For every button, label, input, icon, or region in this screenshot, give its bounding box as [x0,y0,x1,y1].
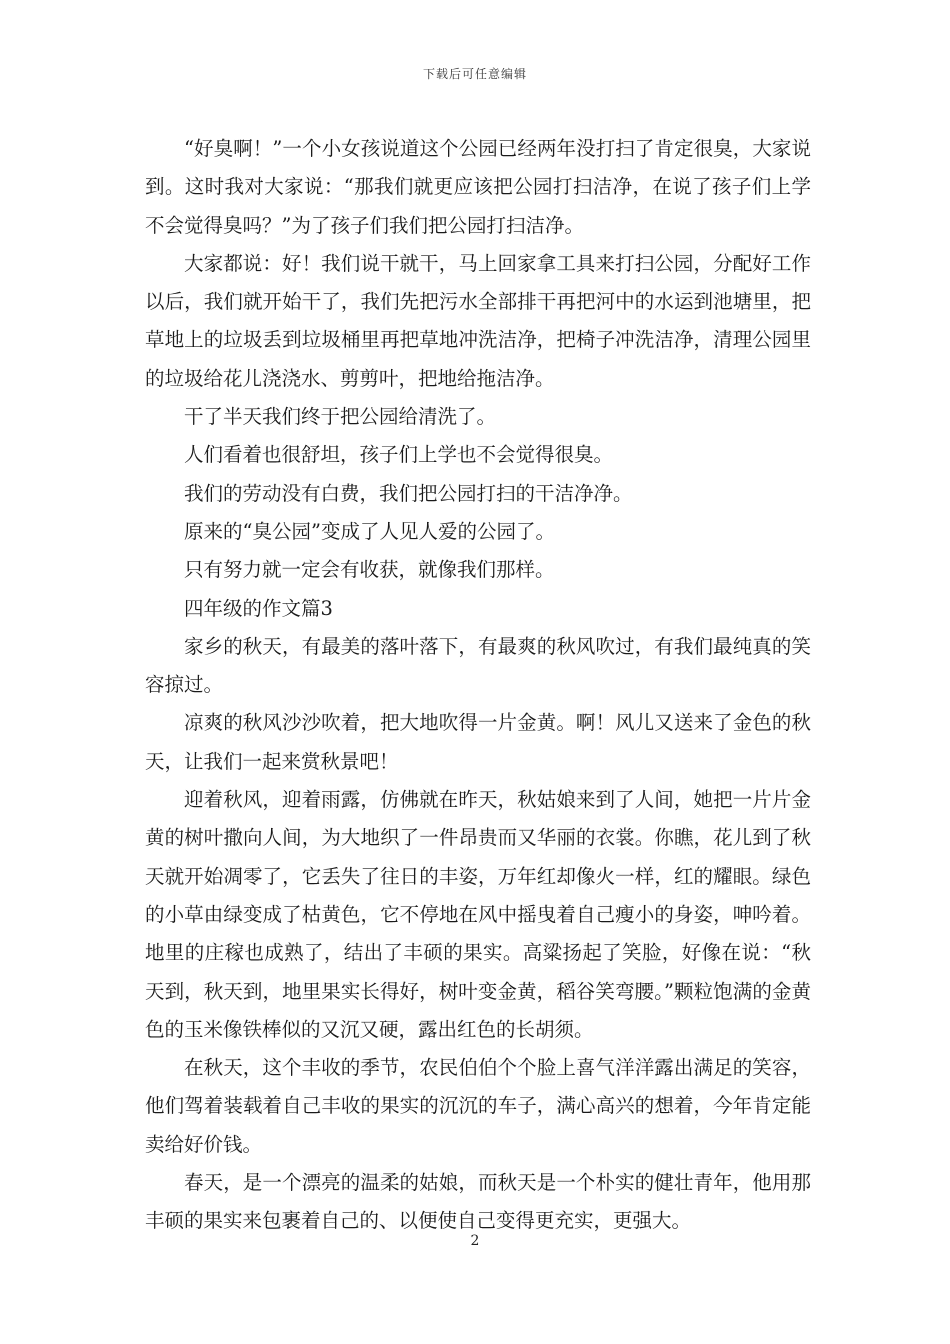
paragraph: 在秋天，这个丰收的季节，农民伯伯个个脸上喜气洋洋露出满足的笑容，他们驾着装载着自己丰收的果实的沉沉的车子，满心高兴的想着，今年肯定能卖给好价钱。 [145,1056,811,1156]
page-header: 下载后可任意编辑 [422,67,527,81]
paragraph: 凉爽的秋风沙沙吹着，把大地吹得一片金黄。啊！风儿又送来了金色的秋天，让我们一起来赏秋景吧！ [145,711,811,773]
paragraph: 家乡的秋天，有最美的落叶落下，有最爽的秋风吹过，有我们最纯真的笑容掠过。 [145,634,811,697]
paragraph: 我们的劳动没有白费，我们把公园打扫的干洁净净。 [184,481,633,505]
paragraph: 原来的“臭公园”变成了人见人爱的公园了。 [184,519,555,543]
paragraph: 只有努力就一定会有收获，就像我们那样。 [184,558,555,582]
paragraph: 迎着秋风，迎着雨露，仿佛就在昨天，秋姑娘来到了人间，她把一片片金黄的树叶撒向人间，为大地织了一件昂贵而又华丽的衣裳。你瞧，花儿到了秋天就开始凋零了，它丢失了往日的丰姿，万年红却像火一样，红的耀眼。绿色的小草由绿变成了枯黄色，它不停地在风中摇曳着自己瘦小的身姿，呻吟着。地里的庄稼也成熟了，结出了丰硕的果实。高粱扬起了笑脸，好像在说：“秋天到，秋天到，地里果实长得好，树叶变金黄，稻谷笑弯腰。”颗粒饱满的金黄色的玉米像铁棒似的又沉又硬，露出红色的长胡须。 [145,788,811,1041]
paragraph: 大家都说：好！我们说干就干，马上回家拿工具来打扫公园，分配好工作以后，我们就开始干了，我们先把污水全部排干再把河中的水运到池塘里，把草地上的垃圾丢到垃圾桶里再把草地冲洗洁净，把椅子冲洗洁净，清理公园里的垃圾给花儿浇浇水、剪剪叶，把地给拖洁净。 [145,251,811,390]
page-number: 2 [470,1233,480,1249]
paragraph: 春天，是一个漂亮的温柔的姑娘，而秋天是一个朴实的健壮青年，他用那丰硕的果实来包裹着自己的、以便使自己变得更充实，更强大。 [145,1171,811,1233]
article-body [145,130,811,1241]
paragraph: “好臭啊！”一个小女孩说道这个公园已经两年没打扫了肯定很臭，大家说到。这时我对大家说：“那我们就更应该把公园打扫洁净，在说了孩子们上学不会觉得臭吗？”为了孩子们我们把公园打扫洁净。 [145,137,811,237]
paragraph: 干了半天我们终于把公园给清洗了。 [184,405,497,429]
paragraph: 人们看着也很舒坦，孩子们上学也不会觉得很臭。 [184,443,614,467]
section-heading: 四年级的作文篇3 [184,596,333,620]
